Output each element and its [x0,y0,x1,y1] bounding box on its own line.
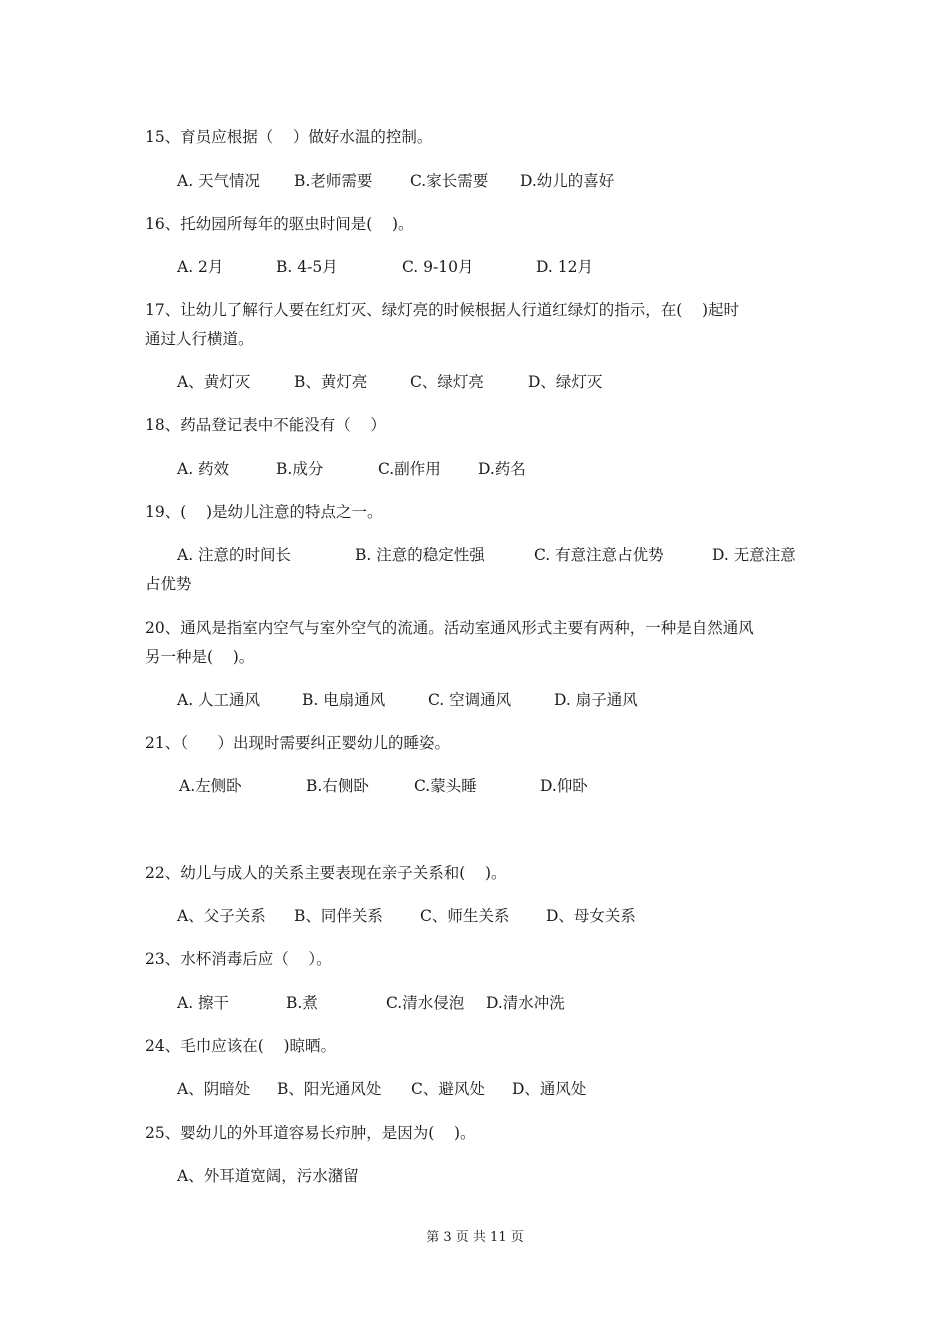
question-17-cont: 通过人行横道。 [145,330,254,348]
option-18-b: B.成分 [276,460,324,478]
question-17: 17、让幼儿了解行人要在红灯灭、绿灯亮的时候根据人行道红绿灯的指示，在( )起时 [145,301,740,319]
option-16-d: D. 12月 [536,258,593,276]
option-24-d: D、通风处 [512,1080,587,1098]
option-18-d: D.药名 [478,460,526,478]
option-22-c: C、师生关系 [420,907,510,925]
option-19-a: A. 注意的时间长 [177,546,292,564]
option-22-b: B、同伴关系 [294,907,383,925]
option-19-c: C. 有意注意占优势 [534,546,664,564]
option-17-a: A、黄灯灭 [177,373,251,391]
option-16-b: B. 4-5月 [276,258,338,276]
option-16-a: A. 2月 [177,258,224,276]
option-17-b: B、黄灯亮 [294,373,368,391]
option-21-d: D.仰卧 [540,777,588,795]
option-20-d: D. 扇子通风 [554,691,638,709]
option-15-c: C.家长需要 [410,172,489,190]
option-21-a: A.左侧卧 [179,777,242,795]
option-20-c: C. 空调通风 [428,691,512,709]
question-23: 23、水杯消毒后应（ ）。 [145,950,332,968]
option-21-c: C.蒙头睡 [414,777,477,795]
question-22: 22、幼儿与成人的关系主要表现在亲子关系和( )。 [145,864,507,882]
question-20: 20、通风是指室内空气与室外空气的流通。活动室通风形式主要有两种，一种是自然通风 [145,619,754,637]
option-18-c: C.副作用 [378,460,441,478]
option-20-a: A. 人工通风 [177,691,261,709]
option-18-a: A. 药效 [177,460,230,478]
question-24: 24、毛巾应该在( )晾晒。 [145,1037,337,1055]
option-23-a: A. 擦干 [177,994,230,1012]
option-25-a: A、外耳道宽阔，污水潴留 [177,1167,359,1185]
question-15: 15、育员应根据（ ）做好水温的控制。 [145,128,433,146]
option-24-a: A、阴暗处 [177,1080,251,1098]
question-18: 18、药品登记表中不能没有（ ） [145,416,386,434]
option-23-c: C.清水侵泡 [386,994,465,1012]
option-23-d: D.清水冲洗 [486,994,565,1012]
option-16-c: C. 9-10月 [402,258,474,276]
option-21-b: B.右侧卧 [306,777,369,795]
question-20-cont: 另一种是( )。 [145,648,255,666]
question-25: 25、婴幼儿的外耳道容易长疖肿，是因为( )。 [145,1124,476,1142]
question-16: 16、托幼园所每年的驱虫时间是( )。 [145,215,414,233]
question-19: 19、( )是幼儿注意的特点之一。 [145,503,383,521]
option-19-d-cont: 占优势 [145,575,192,593]
option-20-b: B. 电扇通风 [302,691,386,709]
page-number: 第 3 页 共 11 页 [426,1230,524,1245]
option-22-a: A、父子关系 [177,907,266,925]
option-15-d: D.幼儿的喜好 [520,172,615,190]
option-24-b: B、阳光通风处 [277,1080,382,1098]
option-17-c: C、绿灯亮 [410,373,484,391]
option-23-b: B.煮 [286,994,318,1012]
question-21: 21、（ ）出现时需要纠正婴幼儿的睡姿。 [145,734,451,752]
option-19-d: D. 无意注意 [712,546,796,564]
option-15-b: B.老师需要 [294,172,373,190]
option-19-b: B. 注意的稳定性强 [355,546,485,564]
option-15-a: A. 天气情况 [177,172,261,190]
option-17-d: D、绿灯灭 [528,373,603,391]
option-24-c: C、避风处 [411,1080,485,1098]
option-22-d: D、母女关系 [546,907,636,925]
